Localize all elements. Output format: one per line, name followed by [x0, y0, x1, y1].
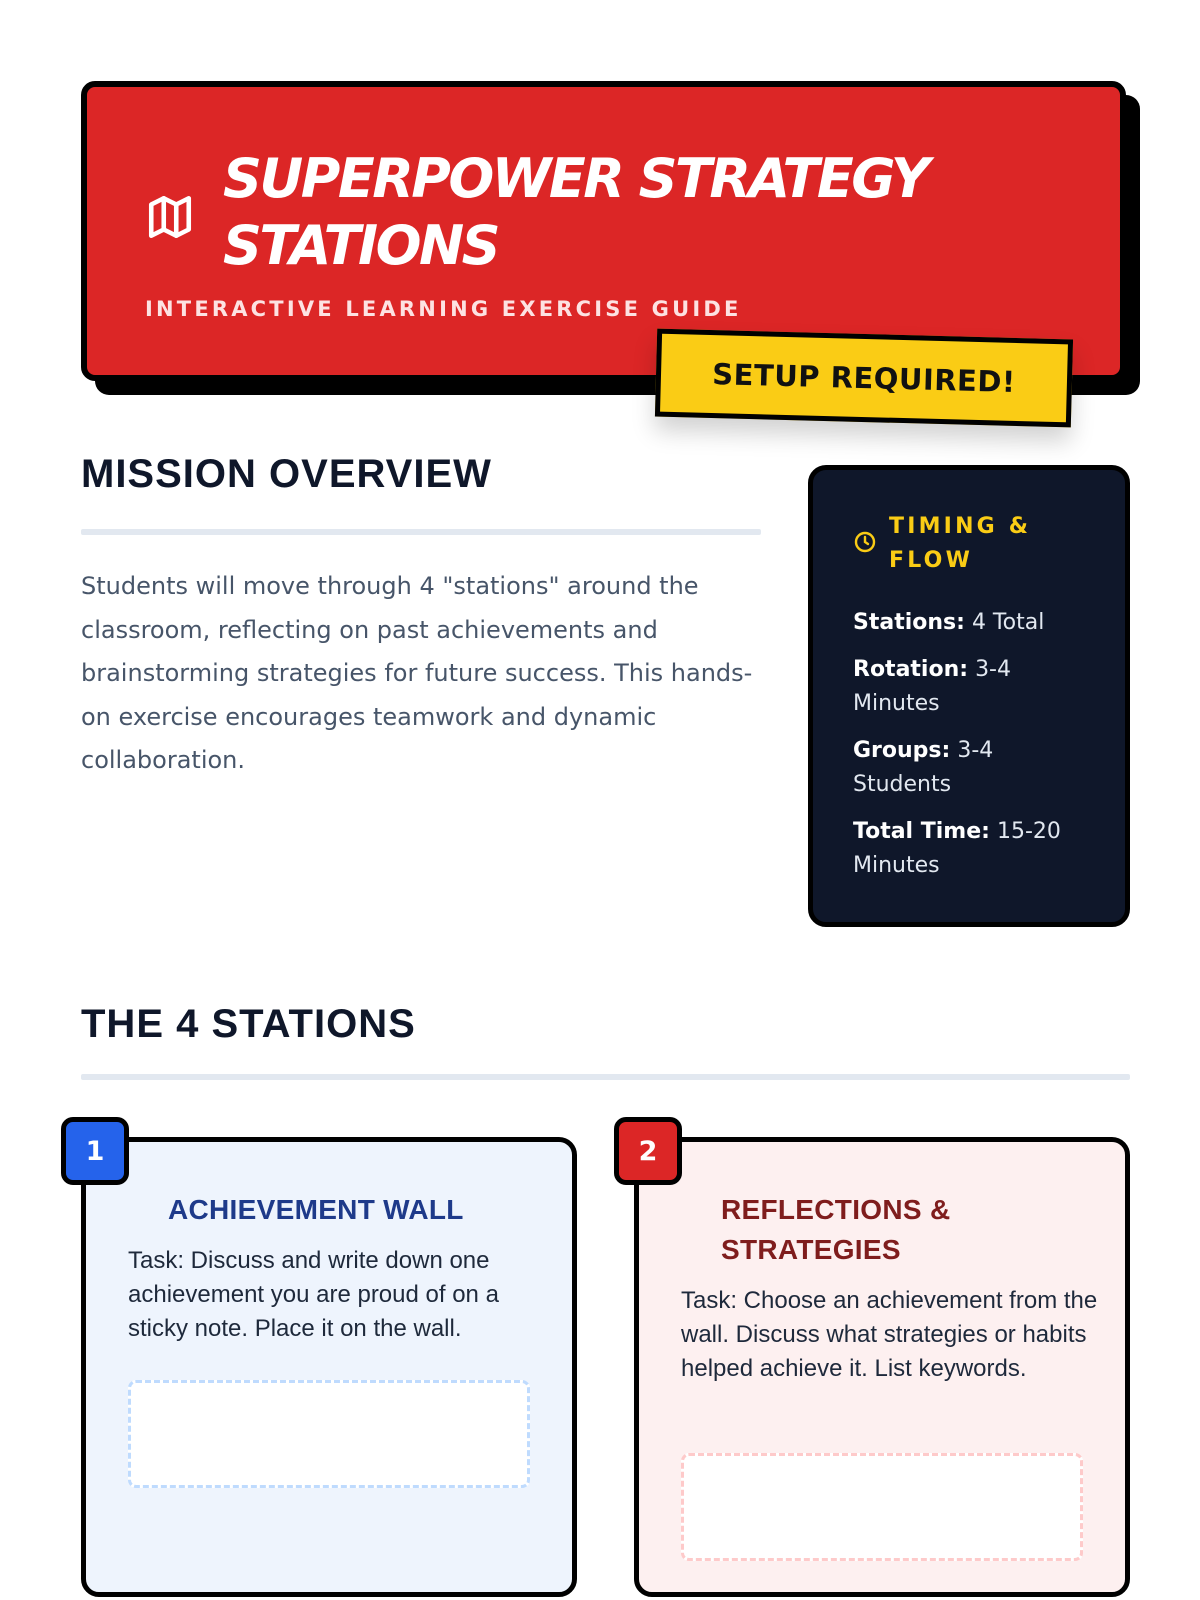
timing-row-rotation [853, 653, 1085, 721]
answer-box [128, 1380, 530, 1488]
station-task: Task: Discuss and write down one achievement you are proud of on a sticky note. Place it on the wall. [128, 1247, 499, 1342]
station-number-badge: 2 [614, 1117, 682, 1185]
timing-label: Stations: [853, 610, 965, 635]
page-subtitle: INTERACTIVE LEARNING EXERCISE GUIDE [145, 297, 742, 321]
clock-icon [853, 530, 877, 554]
timing-value: 3-4 Minutes [853, 657, 1011, 716]
timing-value: 3-4 Students [853, 738, 994, 797]
timing-value: 4 Total [971, 610, 1045, 635]
setup-required-badge: SETUP REQUIRED! [655, 329, 1073, 428]
mission-overview-text: Students will move through 4 "stations" around the classroom, reflecting on past achievements and brainstorming strategies for future success. This hands-on exercise encourages teamwork and dynamic collaboration. [81, 572, 753, 774]
station-card-reflections-strategies [634, 1137, 1130, 1597]
timing-title: TIMING & FLOW [889, 514, 1032, 573]
stations-heading: THE 4 STATIONS [81, 1002, 416, 1046]
station-title: REFLECTIONS & STRATEGIES [721, 1194, 951, 1265]
station-task: Task: Choose an achievement from the wall. Discuss what strategies or habits helped achieve it. List keywords. [681, 1287, 1098, 1382]
timing-label: Rotation: [853, 657, 969, 682]
map-icon [145, 192, 195, 242]
timing-row-groups [853, 734, 1085, 802]
timing-row-total-time [853, 815, 1085, 883]
answer-box [681, 1453, 1083, 1561]
section-divider [81, 1074, 1130, 1080]
timing-row-stations [853, 606, 1085, 640]
station-number-badge: 1 [61, 1117, 129, 1185]
mission-overview-heading: MISSION OVERVIEW [81, 452, 492, 496]
section-divider [81, 529, 761, 535]
timing-card [808, 465, 1130, 927]
station-card-achievement-wall [81, 1137, 577, 1597]
timing-label: Groups: [853, 738, 951, 763]
page-title: SUPERPOWER STRATEGY STATIONS [223, 147, 928, 277]
station-title: ACHIEVEMENT WALL [168, 1194, 464, 1225]
timing-label: Total Time: [853, 819, 990, 844]
timing-value: 15-20 Minutes [853, 819, 1061, 878]
